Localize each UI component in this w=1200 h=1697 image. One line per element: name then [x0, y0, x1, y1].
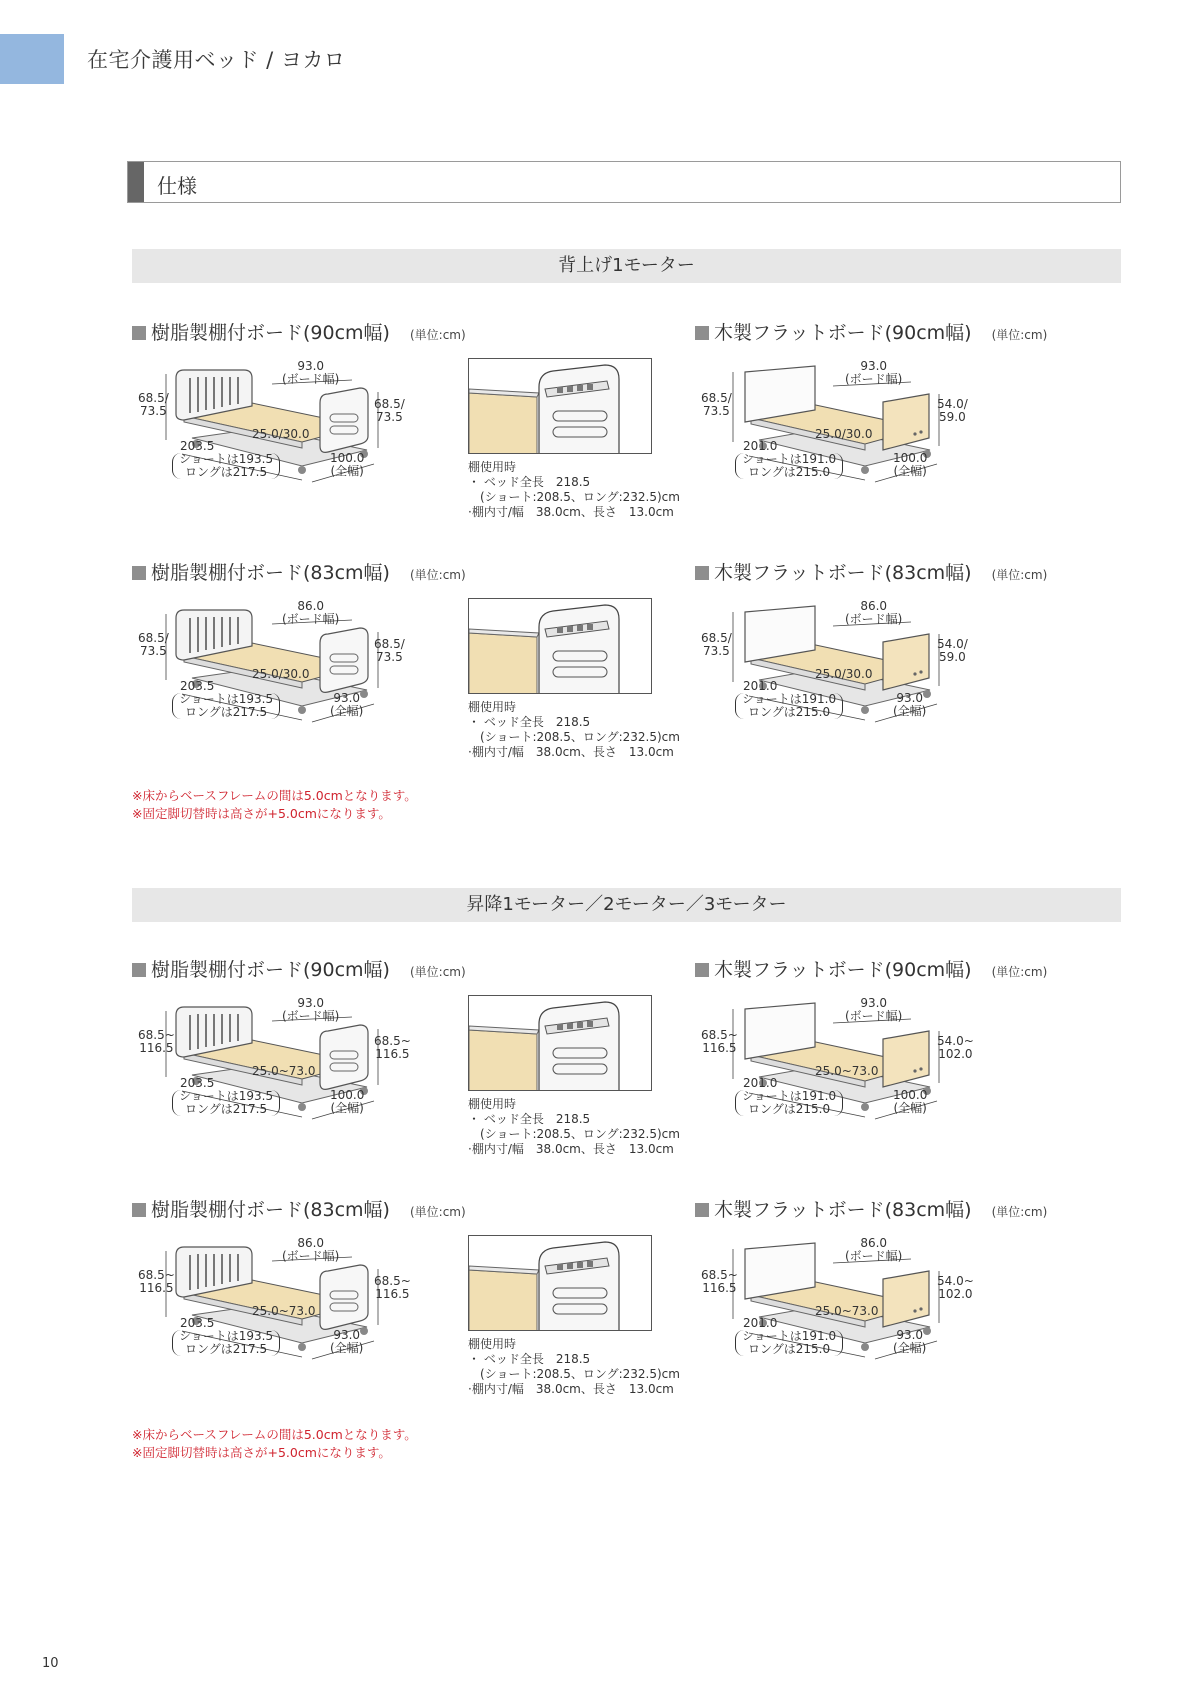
- bed-dimension-diagram: [138, 598, 405, 728]
- dim-text: ショートは191.0: [742, 692, 837, 706]
- height-left-label: [138, 1029, 175, 1055]
- dim-text: ショートは191.0: [742, 1089, 837, 1103]
- wood-board-spec-block: [695, 318, 1200, 528]
- length-label: 201.0: [743, 1316, 778, 1330]
- dim-text: 116.5: [375, 1047, 410, 1061]
- height-left-label: [138, 392, 169, 418]
- square-bullet-icon: [695, 963, 709, 977]
- dim-text: 93.0: [860, 996, 888, 1010]
- dim-text: (ボード幅): [282, 612, 340, 626]
- board-width-label: [845, 360, 902, 386]
- tray-detail-drawing: [469, 996, 652, 1091]
- block-heading: [132, 318, 466, 345]
- dim-text: 68.5~: [374, 1274, 411, 1288]
- tray-line: ·棚内寸/幅 38.0cm、長さ 13.0cm: [468, 745, 674, 759]
- bed-dimension-diagram: [701, 1235, 974, 1365]
- dim-text: 68.5~: [374, 1034, 411, 1048]
- tray-line: ·棚内寸/幅 38.0cm、長さ 13.0cm: [468, 505, 674, 519]
- dim-text: 68.5/: [138, 391, 169, 405]
- height-left-label: [138, 1269, 175, 1295]
- block-heading: [132, 558, 466, 585]
- tray-detail-box: [468, 995, 652, 1091]
- note-line: ※固定脚切替時は高さが+5.0cmになります。: [132, 1445, 391, 1460]
- dim-text: 93.0: [297, 359, 325, 373]
- dim-text: 102.0: [938, 1047, 973, 1061]
- dim-text: (全幅): [330, 704, 364, 718]
- tray-line: ・ ベッド全長 218.5: [468, 715, 591, 729]
- length-label: 201.0: [743, 1076, 778, 1090]
- dim-text: ロングは217.5: [185, 1102, 268, 1116]
- full-width-label: [330, 1089, 364, 1115]
- resin-board-spec-block: [132, 318, 692, 528]
- unit-label: (単位:cm): [409, 328, 466, 342]
- dim-text: (全幅): [893, 1101, 927, 1115]
- notes-2: [132, 1426, 417, 1462]
- dim-text: ロングは215.0: [748, 705, 831, 719]
- dim-text: 73.5: [703, 404, 730, 418]
- dim-text: (ボード幅): [845, 372, 903, 386]
- dim-text: ショートは191.0: [742, 452, 837, 466]
- tray-line: (ショート:208.5、ロング:232.5)cm: [468, 730, 680, 744]
- dim-text: 93.0: [297, 996, 325, 1010]
- full-width-label: [330, 692, 363, 718]
- deck-height-label: 25.0~73.0: [815, 1064, 879, 1078]
- length-variants-label: [735, 1090, 843, 1116]
- block-heading: [132, 1195, 466, 1222]
- dim-text: 68.5/: [138, 631, 169, 645]
- block-title: 樹脂製棚付ボード(83cm幅): [151, 562, 390, 584]
- dim-text: 100.0: [893, 1088, 928, 1102]
- block-title: 樹脂製棚付ボード(90cm幅): [151, 322, 390, 344]
- dim-text: 68.5~: [701, 1028, 738, 1042]
- band-backrest-motor: 背上げ1モーター: [132, 249, 1121, 283]
- dim-text: 54.0~: [937, 1034, 974, 1048]
- length-label: 203.5: [180, 1076, 215, 1090]
- length-label: 203.5: [180, 1316, 215, 1330]
- unit-label: (単位:cm): [409, 1205, 466, 1219]
- dim-text: (ボード幅): [282, 1249, 340, 1263]
- full-width-label: [893, 1089, 927, 1115]
- tray-detail-box: [468, 1235, 652, 1331]
- block-heading: [132, 955, 466, 982]
- square-bullet-icon: [132, 1203, 146, 1217]
- board-width-label: [282, 997, 339, 1023]
- dim-text: ショートは191.0: [742, 1329, 837, 1343]
- dim-text: 116.5: [702, 1281, 737, 1295]
- height-left-label: [701, 392, 732, 418]
- full-width-label: [893, 452, 927, 478]
- length-variants-label: [172, 1090, 280, 1116]
- dim-text: 68.5/: [374, 637, 405, 651]
- square-bullet-icon: [695, 566, 709, 580]
- length-variants-label: [735, 1330, 843, 1356]
- length-label: 201.0: [743, 679, 778, 693]
- tray-line: 棚使用時: [468, 460, 517, 474]
- dim-text: 93.0: [333, 1328, 361, 1342]
- height-right-label: [374, 1275, 411, 1301]
- square-bullet-icon: [132, 326, 146, 340]
- block-heading: [695, 318, 1047, 345]
- board-width-label: [282, 1237, 339, 1263]
- dim-text: (全幅): [330, 1101, 364, 1115]
- dim-text: 54.0~: [937, 1274, 974, 1288]
- dim-text: 73.5: [703, 644, 730, 658]
- full-width-label: [893, 1329, 926, 1355]
- deck-height-label: 25.0/30.0: [815, 667, 873, 681]
- block-heading: [695, 955, 1047, 982]
- dim-text: 93.0: [896, 691, 924, 705]
- tray-line: 棚使用時: [468, 700, 517, 714]
- wood-board-spec-block: [695, 955, 1200, 1165]
- resin-board-spec-block: [132, 558, 692, 768]
- dim-text: 73.5: [376, 650, 403, 664]
- board-width-label: [845, 1237, 902, 1263]
- block-title: 木製フラットボード(83cm幅): [714, 1199, 972, 1221]
- deck-height-label: 25.0~73.0: [252, 1064, 316, 1078]
- tray-line: 棚使用時: [468, 1337, 517, 1351]
- tray-spec-text: [468, 700, 680, 760]
- full-width-label: [893, 692, 926, 718]
- note-line: ※固定脚切替時は高さが+5.0cmになります。: [132, 806, 391, 821]
- height-right-label: [937, 1275, 974, 1301]
- height-left-label: [701, 632, 732, 658]
- corner-accent: [0, 34, 64, 84]
- dim-text: (全幅): [893, 1341, 927, 1355]
- dim-text: (全幅): [330, 464, 364, 478]
- dim-text: 93.0: [860, 359, 888, 373]
- dim-text: (全幅): [893, 464, 927, 478]
- tray-detail-drawing: [469, 1236, 652, 1331]
- square-bullet-icon: [132, 566, 146, 580]
- length-label: 203.5: [180, 679, 215, 693]
- square-bullet-icon: [132, 963, 146, 977]
- dim-text: ショートは193.5: [179, 1089, 274, 1103]
- dim-text: 116.5: [375, 1287, 410, 1301]
- dim-text: 68.5~: [701, 1268, 738, 1282]
- unit-label: (単位:cm): [991, 328, 1048, 342]
- band-lift-motor: 昇降1モーター／2モーター／3モーター: [132, 888, 1121, 922]
- dim-text: (ボード幅): [282, 372, 340, 386]
- tray-line: ・ ベッド全長 218.5: [468, 1352, 591, 1366]
- dim-text: 59.0: [939, 650, 966, 664]
- tray-detail-box: [468, 358, 652, 454]
- resin-board-spec-block: [132, 955, 692, 1165]
- dim-text: ロングは217.5: [185, 1342, 268, 1356]
- unit-label: (単位:cm): [991, 965, 1048, 979]
- dim-text: ロングは217.5: [185, 705, 268, 719]
- dim-text: 68.5~: [138, 1028, 175, 1042]
- tray-line: ·棚内寸/幅 38.0cm、長さ 13.0cm: [468, 1142, 674, 1156]
- deck-height-label: 25.0~73.0: [815, 1304, 879, 1318]
- dim-text: 68.5/: [701, 631, 732, 645]
- tray-line: 棚使用時: [468, 1097, 517, 1111]
- tray-detail-drawing: [469, 599, 652, 694]
- dim-text: 86.0: [860, 1236, 888, 1250]
- tray-detail-drawing: [469, 359, 652, 454]
- section-title-box: [127, 161, 1121, 203]
- unit-label: (単位:cm): [409, 568, 466, 582]
- dim-text: 116.5: [139, 1041, 174, 1055]
- wood-board-spec-block: [695, 1195, 1200, 1405]
- dim-text: 73.5: [140, 404, 167, 418]
- tray-line: ・ ベッド全長 218.5: [468, 475, 591, 489]
- square-bullet-icon: [695, 326, 709, 340]
- bed-dimension-diagram: [701, 358, 968, 488]
- length-variants-label: [735, 693, 843, 719]
- square-bullet-icon: [695, 1203, 709, 1217]
- bed-dimension-diagram: [701, 598, 968, 728]
- tray-line: ·棚内寸/幅 38.0cm、長さ 13.0cm: [468, 1382, 674, 1396]
- dim-text: (ボード幅): [845, 1009, 903, 1023]
- block-heading: [695, 558, 1047, 585]
- height-left-label: [701, 1269, 738, 1295]
- dim-text: 86.0: [297, 1236, 325, 1250]
- dim-text: ロングは215.0: [748, 465, 831, 479]
- block-heading: [695, 1195, 1047, 1222]
- length-variants-label: [172, 693, 280, 719]
- dim-text: 68.5/: [374, 397, 405, 411]
- height-left-label: [138, 632, 169, 658]
- tray-spec-text: [468, 460, 680, 520]
- section-title: 仕様: [157, 174, 197, 198]
- dim-text: 54.0/: [937, 397, 968, 411]
- bed-dimension-diagram: [138, 1235, 411, 1365]
- dim-text: 68.5/: [701, 391, 732, 405]
- dim-text: 59.0: [939, 410, 966, 424]
- dim-text: (全幅): [893, 704, 927, 718]
- height-right-label: [374, 638, 405, 664]
- dim-text: 93.0: [333, 691, 361, 705]
- height-right-label: [374, 1035, 411, 1061]
- unit-label: (単位:cm): [991, 1205, 1048, 1219]
- tray-line: ・ ベッド全長 218.5: [468, 1112, 591, 1126]
- note-line: ※床からベースフレームの間は5.0cmとなります。: [132, 1427, 417, 1442]
- unit-label: (単位:cm): [991, 568, 1048, 582]
- section-title-bar: [128, 162, 144, 202]
- resin-board-spec-block: [132, 1195, 692, 1405]
- length-label: 201.0: [743, 439, 778, 453]
- dim-text: 73.5: [140, 644, 167, 658]
- dim-text: 93.0: [896, 1328, 924, 1342]
- brand-header: 在宅介護用ベッド / ヨカロ: [87, 48, 346, 72]
- block-title: 樹脂製棚付ボード(83cm幅): [151, 1199, 390, 1221]
- dim-text: 73.5: [376, 410, 403, 424]
- dim-text: (全幅): [330, 1341, 364, 1355]
- length-variants-label: [735, 453, 843, 479]
- length-variants-label: [172, 453, 280, 479]
- bed-dimension-diagram: [138, 995, 411, 1125]
- tray-line: (ショート:208.5、ロング:232.5)cm: [468, 1127, 680, 1141]
- board-width-label: [282, 360, 339, 386]
- dim-text: 116.5: [702, 1041, 737, 1055]
- full-width-label: [330, 1329, 363, 1355]
- dim-text: 86.0: [860, 599, 888, 613]
- block-title: 木製フラットボード(90cm幅): [714, 959, 972, 981]
- board-width-label: [845, 600, 902, 626]
- note-line: ※床からベースフレームの間は5.0cmとなります。: [132, 788, 417, 803]
- height-right-label: [374, 398, 405, 424]
- notes-1: [132, 787, 417, 823]
- dim-text: ショートは193.5: [179, 692, 274, 706]
- dim-text: (ボード幅): [845, 612, 903, 626]
- bed-dimension-diagram: [701, 995, 974, 1125]
- tray-line: (ショート:208.5、ロング:232.5)cm: [468, 1367, 680, 1381]
- dim-text: 54.0/: [937, 637, 968, 651]
- height-right-label: [937, 398, 968, 424]
- dim-text: 100.0: [330, 451, 365, 465]
- bed-dimension-diagram: [138, 358, 405, 488]
- dim-text: ショートは193.5: [179, 452, 274, 466]
- tray-detail-box: [468, 598, 652, 694]
- tray-spec-text: [468, 1337, 680, 1397]
- tray-spec-text: [468, 1097, 680, 1157]
- height-right-label: [937, 1035, 974, 1061]
- length-variants-label: [172, 1330, 280, 1356]
- dim-text: 86.0: [297, 599, 325, 613]
- height-right-label: [937, 638, 968, 664]
- deck-height-label: 25.0/30.0: [252, 427, 310, 441]
- board-width-label: [282, 600, 339, 626]
- full-width-label: [330, 452, 364, 478]
- tray-line: (ショート:208.5、ロング:232.5)cm: [468, 490, 680, 504]
- deck-height-label: 25.0/30.0: [815, 427, 873, 441]
- deck-height-label: 25.0~73.0: [252, 1304, 316, 1318]
- dim-text: 100.0: [330, 1088, 365, 1102]
- block-title: 木製フラットボード(83cm幅): [714, 562, 972, 584]
- block-title: 木製フラットボード(90cm幅): [714, 322, 972, 344]
- block-title: 樹脂製棚付ボード(90cm幅): [151, 959, 390, 981]
- dim-text: (ボード幅): [845, 1249, 903, 1263]
- unit-label: (単位:cm): [409, 965, 466, 979]
- dim-text: 102.0: [938, 1287, 973, 1301]
- dim-text: 68.5~: [138, 1268, 175, 1282]
- dim-text: ロングは217.5: [185, 465, 268, 479]
- dim-text: (ボード幅): [282, 1009, 340, 1023]
- board-width-label: [845, 997, 902, 1023]
- dim-text: 100.0: [893, 451, 928, 465]
- deck-height-label: 25.0/30.0: [252, 667, 310, 681]
- dim-text: 116.5: [139, 1281, 174, 1295]
- length-label: 203.5: [180, 439, 215, 453]
- dim-text: ショートは193.5: [179, 1329, 274, 1343]
- page-number: 10: [42, 1656, 59, 1671]
- dim-text: ロングは215.0: [748, 1342, 831, 1356]
- wood-board-spec-block: [695, 558, 1200, 768]
- dim-text: ロングは215.0: [748, 1102, 831, 1116]
- height-left-label: [701, 1029, 738, 1055]
